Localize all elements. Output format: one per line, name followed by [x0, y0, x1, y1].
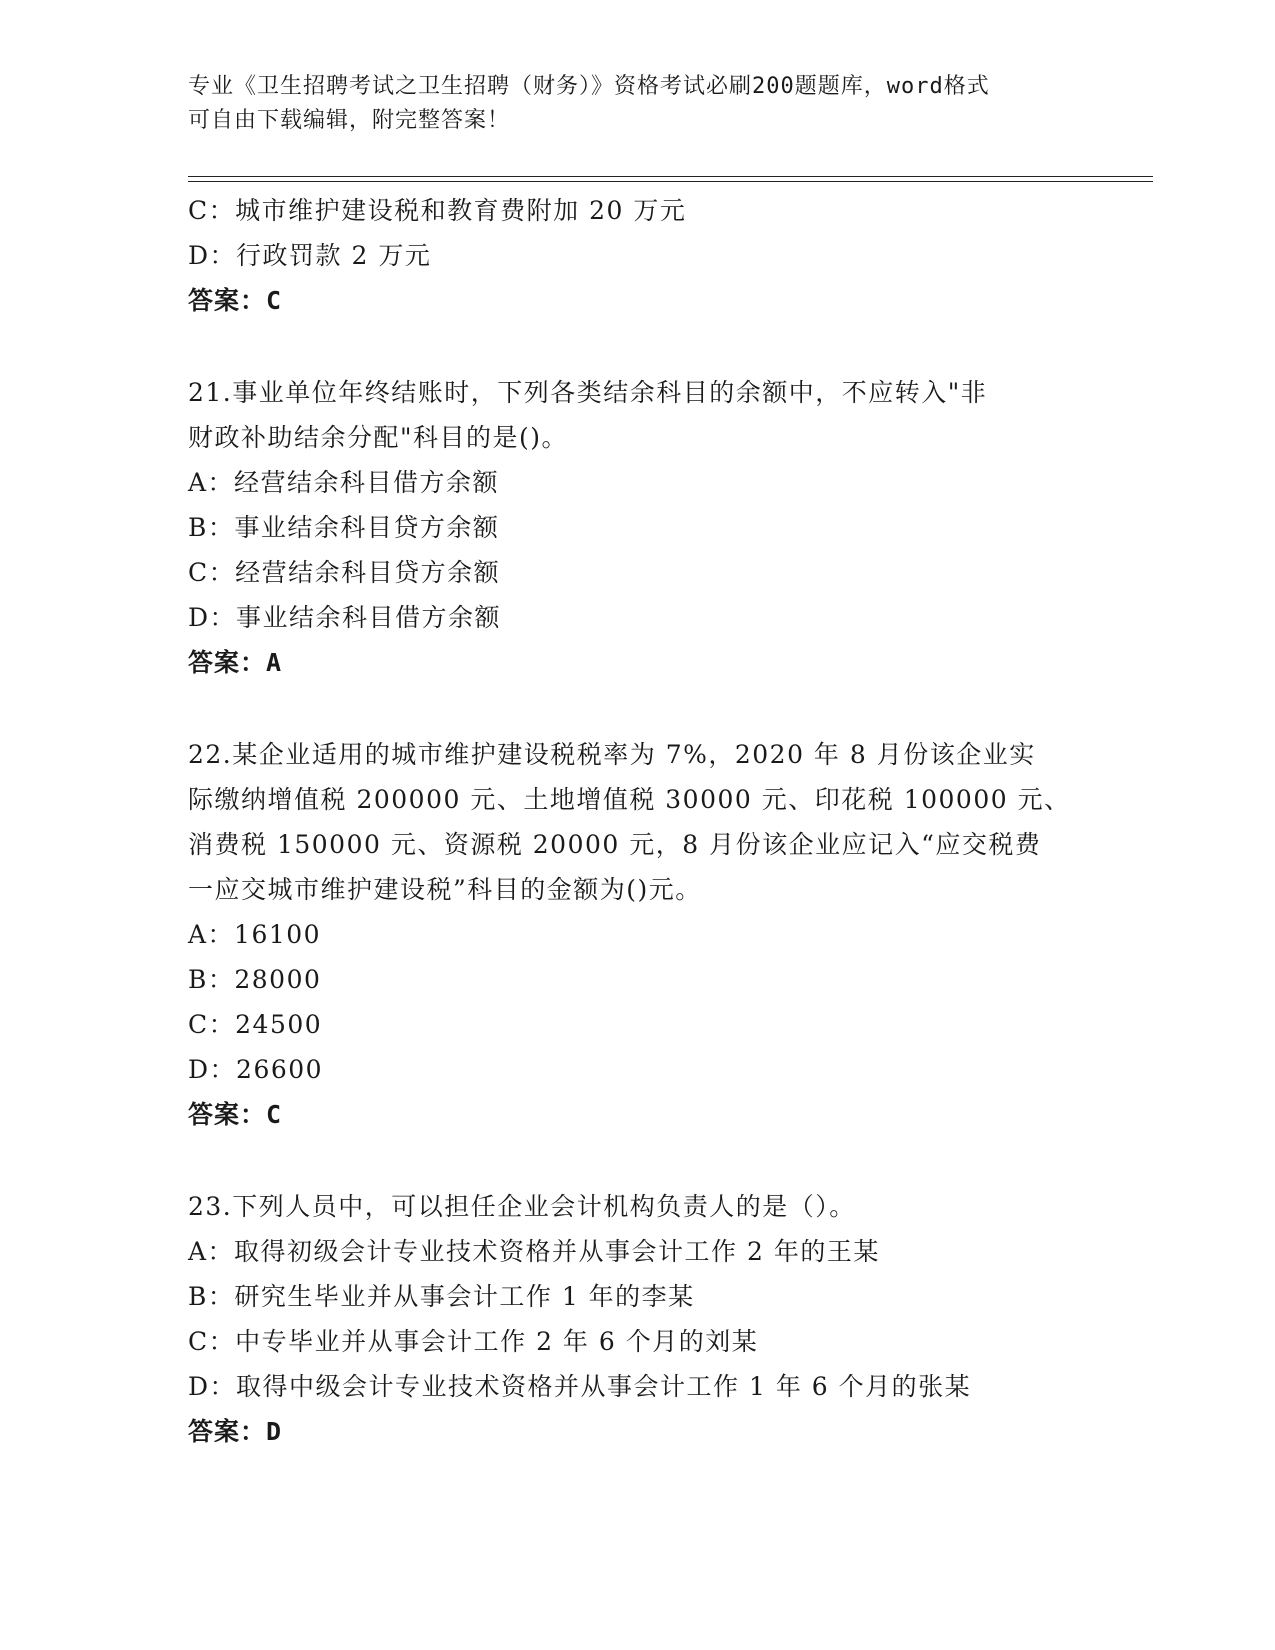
question-stem-continued: 财政补助结余分配"科目的是()。 — [188, 423, 569, 452]
document-header — [188, 70, 1088, 138]
option-c: C：经营结余科目贷方余额 — [188, 558, 501, 587]
option-a: A：16100 — [188, 920, 322, 949]
option-c: C：中专毕业并从事会计工作 2 年 6 个月的刘某 — [188, 1327, 759, 1356]
question-block-20 — [188, 188, 1088, 323]
header-divider-top — [188, 176, 1153, 177]
question-stem-continued: 际缴纳增值税 200000 元、土地增值税 30000 元、印花税 100000 元、 — [188, 785, 1071, 814]
question-stem-continued: 一应交城市维护建设税”科目的金额为()元。 — [188, 875, 702, 904]
option-b: B：28000 — [188, 965, 322, 994]
question-stem: 23.下列人员中，可以担任企业会计机构负责人的是（）。 — [188, 1192, 856, 1221]
answer-label: 答案：C — [188, 286, 283, 315]
option-b: B：研究生毕业并从事会计工作 1 年的李某 — [188, 1282, 695, 1311]
option-d: D：26600 — [188, 1055, 324, 1084]
spacer — [188, 1137, 1088, 1184]
option-d: D：事业结余科目借方余额 — [188, 603, 502, 632]
answer-label: 答案：C — [188, 1100, 283, 1129]
option-b: B：事业结余科目贷方余额 — [188, 513, 500, 542]
option-a: A：经营结余科目借方余额 — [188, 468, 500, 497]
question-block-22 — [188, 732, 1088, 1137]
option-d: D：行政罚款 2 万元 — [188, 241, 432, 270]
question-stem: 22.某企业适用的城市维护建设税税率为 7%，2020 年 8 月份该企业实 — [188, 740, 1036, 769]
option-c: C：24500 — [188, 1010, 323, 1039]
spacer — [188, 685, 1088, 732]
option-d: D：取得中级会计专业技术资格并从事会计工作 1 年 6 个月的张某 — [188, 1372, 972, 1401]
question-stem: 21.事业单位年终结账时，下列各类结余科目的余额中，不应转入"非 — [188, 378, 988, 407]
question-block-21 — [188, 370, 1088, 685]
question-block-23 — [188, 1184, 1088, 1454]
header-divider-bottom — [188, 181, 1153, 182]
option-c: C：城市维护建设税和教育费附加 20 万元 — [188, 196, 687, 225]
header-title-line-2: 可自由下载编辑，附完整答案！ — [188, 108, 511, 133]
answer-label: 答案：A — [188, 648, 283, 677]
question-stem-continued: 消费税 150000 元、资源税 20000 元，8 月份该企业应记入“应交税费 — [188, 830, 1042, 859]
header-title-line-1: 专业《卫生招聘考试之卫生招聘（财务）》资格考试必刷200题题库，word格式 — [188, 74, 990, 99]
document-body — [188, 188, 1088, 1454]
spacer — [188, 323, 1088, 370]
option-a: A：取得初级会计专业技术资格并从事会计工作 2 年的王某 — [188, 1237, 880, 1266]
answer-label: 答案：D — [188, 1417, 283, 1446]
